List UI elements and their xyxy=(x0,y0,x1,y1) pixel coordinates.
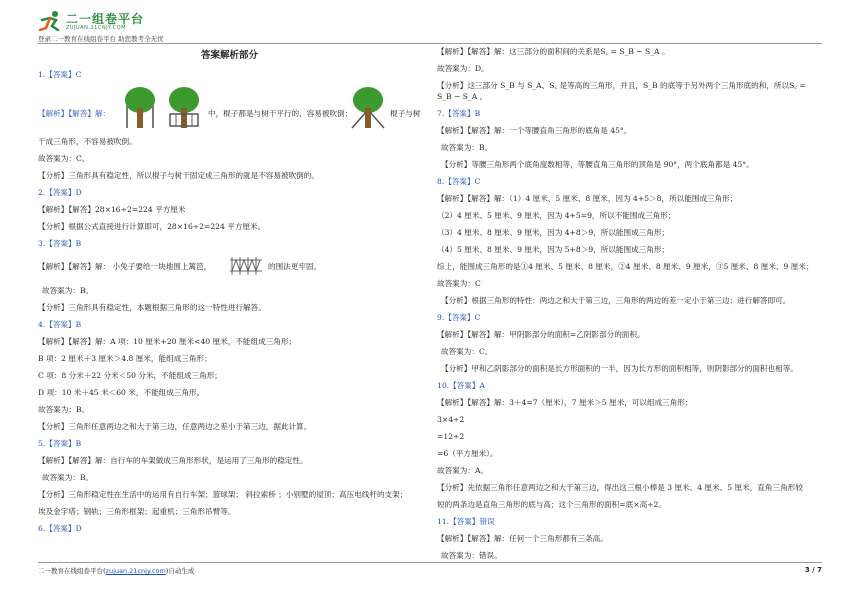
logo-subtext: ZUJUAN.21CNJY.COM xyxy=(66,25,126,31)
q6-conclusion: 故答案为：D。 xyxy=(437,64,489,73)
q10-calc-1: 3×4÷2 xyxy=(437,415,465,424)
q8-conclusion: 故答案为：C xyxy=(437,279,481,288)
q9-fenxi: 【分析】甲和乙阴影部分的面积是长方形面积的一半，因为长方形的面积相等，则阴影部分的面积也相等。 xyxy=(441,364,798,373)
q6-answer: 6.【答案】D xyxy=(38,524,82,533)
page-header xyxy=(38,8,822,44)
q8-fenxi: 【分析】根据三角形的特性：两边之和大于第三边，三角形的两边的差一定小于第三边；进行解答即可。 xyxy=(441,296,791,305)
q2-answer: 2.【答案】D xyxy=(38,188,82,197)
q10-conclusion: 故答案为：A。 xyxy=(437,466,489,475)
q8-summary: 综上，能围成三角形的是①4 厘米、5 厘米、8 厘米，②4 厘米、8 厘米、9 厘米，③5 厘米、8 厘米、9 厘米； xyxy=(437,262,814,271)
footer-link[interactable]: zujuan.21cnjy.com xyxy=(105,567,166,575)
q11-answer: 11.【答案】错误 xyxy=(437,517,495,526)
q9-conclusion: 故答案为：C。 xyxy=(441,347,493,356)
q4-option-b: B 项：2 厘米＋3 厘米＞4.8 厘米，能组成三角形； xyxy=(38,354,212,363)
q4-fenxi: 【分析】三角形任意两边之和大于第三边，任意两边之差小于第三边，据此计算。 xyxy=(38,422,312,431)
q11-analysis: 【解析】【解答】解：任何一个三角形都有三条高。 xyxy=(437,534,608,543)
tree-with-fence-icon xyxy=(164,86,204,130)
q1-analysis-prefix: 【解析】【解答】解： xyxy=(38,109,111,118)
footer-divider xyxy=(38,562,822,563)
q1-answer: 1.【答案】C xyxy=(38,70,82,79)
page-title: 答案解析部分 xyxy=(200,50,258,61)
footer-source xyxy=(38,566,194,575)
q8-case-1: 【解析】【解答】解：（1）4 厘米、5 厘米、8 厘米，因为 4+5＞8，所以能围成三角形； xyxy=(437,194,738,203)
header-divider xyxy=(38,43,822,44)
tree-with-triangle-sticks-icon xyxy=(348,86,388,130)
q8-answer: 8.【答案】C xyxy=(437,177,481,186)
tree-with-parallel-sticks-icon xyxy=(118,86,158,130)
q7-conclusion: 故答案为：B。 xyxy=(441,143,493,152)
q3-analysis xyxy=(38,255,421,279)
q1-analysis-middle: 中，棍子都是与树干平行的，容易被吹倒； xyxy=(208,109,353,118)
q8-case-4: （4）5 厘米、8 厘米、9 厘米，因为 5+8＞9，所以能围成三角形； xyxy=(437,245,670,254)
q2-fenxi: 【分析】根据公式直接进行计算即可，28×16÷2=224 平方厘米。 xyxy=(38,222,266,231)
q7-analysis: 【解析】【解答】解：一个等腰直角三角形的底角是 45°。 xyxy=(437,126,632,135)
q9-answer: 9.【答案】C xyxy=(437,313,481,322)
q4-option-d: D 项：10 米＋45 米＜60 米，不能组成三角形。 xyxy=(38,388,205,397)
q3-conclusion: 故答案为：B。 xyxy=(42,286,94,295)
q10-calc-3: =6（平方厘米）。 xyxy=(437,449,498,458)
q10-calc-2: =12÷2 xyxy=(437,432,465,441)
q7-answer: 7.【答案】B xyxy=(437,109,481,118)
q5-answer: 5.【答案】B xyxy=(38,439,82,448)
q4-answer: 4.【答案】B xyxy=(38,320,82,329)
page-number: 3 / 7 xyxy=(804,566,822,574)
q5-analysis: 【解析】【解答】解：自行车的车架做成三角形形状，是运用了三角形的稳定性。 xyxy=(38,456,308,465)
footer-text-b: )自动生成 xyxy=(165,567,195,575)
q3-fenxi: 【分析】三角形具有稳定性，本题根据三角形的这一特性进行解答。 xyxy=(38,303,266,312)
q9-analysis: 【解析】【解答】解：甲阴影部分的面积=乙阴影部分的面积。 xyxy=(437,330,645,339)
q1-fenxi: 【分析】三角形具有稳定性，所以棍子与树干固定成三角形的就是不容易被吹倒的。 xyxy=(38,171,319,180)
q6-fenxi: 【分析】这三部分 S_B 与 S_A、S꜀ 是等高的三角形，并且，S_B 的底等于另外两个三角形底的和，所以S꜀ = S_B − S_A 。 xyxy=(437,81,806,101)
q6-analysis: 【解析】【解答】解：这三部分的面积间的关系是S꜀ = S_B − S_A 。 xyxy=(437,47,670,56)
q2-analysis: 【解析】【解答】28×16÷2=224 平方厘米 xyxy=(38,205,186,214)
q1-analysis xyxy=(38,86,421,130)
q10-fenxi-cont: 短的两条边是直角三角形的底与高；这个三角形的面积=底×高÷2。 xyxy=(437,500,666,509)
q3-answer: 3.【答案】B xyxy=(38,239,82,248)
header-slogan: 登录二一教育在线组卷平台 助您教考全无忧 xyxy=(38,35,164,43)
footer-text-a: 二一教育在线组卷平台( xyxy=(38,567,106,575)
q4-conclusion: 故答案为：B。 xyxy=(38,405,90,414)
q8-case-2: （2）4 厘米、5 厘米、9 厘米，因为 4+5=9，所以不能围成三角形； xyxy=(437,211,676,220)
q7-fenxi: 【分析】等腰三角形两个底角度数相等，等腰直角三角形的顶角是 90°，两个底角都是 45°。 xyxy=(441,160,754,169)
q3-analysis-end: 的围法更牢固。 xyxy=(268,262,322,271)
q1-analysis-cont: 干成三角形，不容易被吹倒。 xyxy=(38,137,137,146)
triangle-fence-icon xyxy=(228,255,264,277)
q8-case-3: （3）4 厘米、8 厘米、9 厘米，因为 4+8＞9，所以能围成三角形； xyxy=(437,228,670,237)
q10-analysis: 【解析】【解答】解：3＋4=7（厘米），7 厘米＞5 厘米，可以组成三角形； xyxy=(437,398,693,407)
q5-fenxi: 【分析】三角形稳定性在生活中的运用有自行车架；篮球架； 斜拉索桥 ；小别墅的屋顶；高压电线杆的支架； xyxy=(38,490,408,499)
runner-logo-icon xyxy=(38,10,64,32)
right-column xyxy=(437,46,822,567)
q1-conclusion: 故答案为：C。 xyxy=(38,154,90,163)
q1-analysis-end: 棍子与树 xyxy=(390,109,421,118)
q5-conclusion: 故答案为：B。 xyxy=(42,473,94,482)
q4-option-c: C 项：8 分米＋22 分米＜50 分米，不能组成三角形； xyxy=(38,371,222,380)
q11-conclusion: 故答案为：错误。 xyxy=(441,551,502,560)
left-column xyxy=(38,46,421,540)
q4-option-a: 【解析】【解答】解：A 项：10 厘米+20 厘米<40 厘米，不能组成三角形； xyxy=(38,337,297,346)
q10-answer: 10.【答案】A xyxy=(437,381,485,390)
q3-analysis-prefix: 【解析】【解答】解： 小兔子要给一块地围上篱笆， xyxy=(38,262,212,271)
q5-fenxi-cont: 埃及金字塔；钢轨；三角形框架；起重机；三角形吊臂等。 xyxy=(38,507,236,516)
logo-text: 二一组卷平台 xyxy=(66,12,145,26)
q10-fenxi: 【分析】先依据三角形任意两边之和大于第三边，得出这三根小棒是 3 厘米、4 厘米、5 厘米，直角三角形较 xyxy=(437,483,803,492)
